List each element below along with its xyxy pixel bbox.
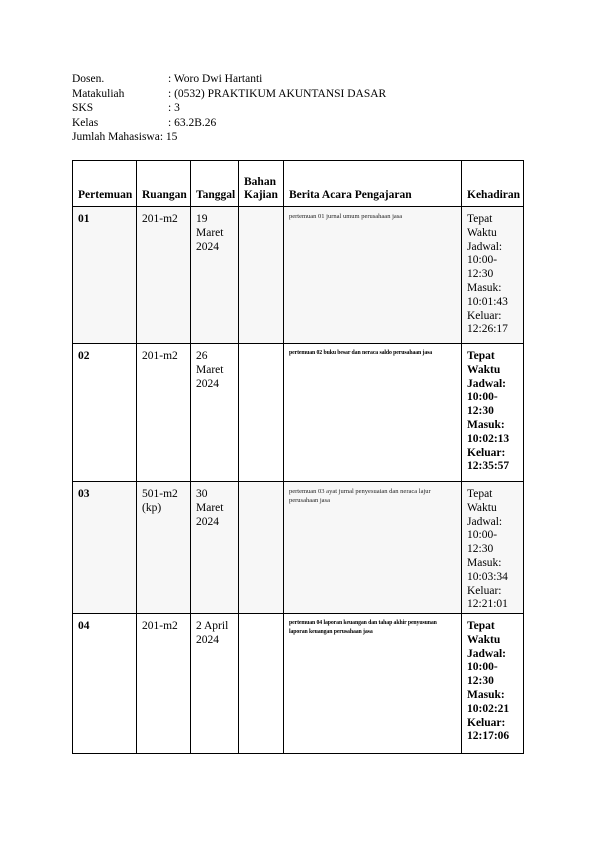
attendance-table xyxy=(72,160,524,754)
tanggal-line: 19 xyxy=(196,213,208,225)
kehadiran-line: Waktu xyxy=(467,501,497,514)
bahan-kajian-cell xyxy=(239,482,284,614)
col-bahan-line1: Bahan xyxy=(244,176,276,188)
kehadiran-line: Tepat xyxy=(467,488,493,500)
kehadiran-line: 10:00- xyxy=(467,661,498,674)
kehadiran-line: 10:00- xyxy=(467,529,498,542)
kelas-value: : 63.2B.26 xyxy=(168,116,217,129)
bahan-kajian-cell xyxy=(239,207,284,344)
kehadiran-line: 12:30 xyxy=(467,268,494,281)
kehadiran-line: 10:01:43 xyxy=(467,295,508,308)
ruangan-cell: 201-m2 xyxy=(137,614,191,754)
table-row xyxy=(73,482,524,614)
kehadiran-line: Jadwal: xyxy=(467,647,506,660)
kehadiran-line: Tepat xyxy=(467,350,495,362)
table-row xyxy=(73,344,524,482)
tanggal-line: 2024 xyxy=(196,240,219,253)
table-row xyxy=(73,207,524,344)
kehadiran-line: Jadwal: xyxy=(467,240,503,253)
col-bahan-line2: Kajian xyxy=(244,188,278,201)
berita-acara-cell: pertemuan 02 buku besar dan neraca saldo perusahaan jasa xyxy=(284,344,462,482)
sks-label: SKS xyxy=(72,102,94,115)
kehadiran-line: Keluar: xyxy=(467,584,502,597)
kehadiran-line: Jadwal: xyxy=(467,377,506,390)
jumlah-mahasiswa-row xyxy=(72,130,386,145)
tanggal-line: 2024 xyxy=(196,633,219,646)
kehadiran-line: Keluar: xyxy=(467,309,502,322)
tanggal-line: 30 xyxy=(196,488,208,500)
tanggal-line: Maret xyxy=(196,363,224,376)
kehadiran-line: Masuk: xyxy=(467,418,505,431)
dosen-value: : Woro Dwi Hartanti xyxy=(168,73,263,85)
kehadiran-cell xyxy=(462,614,524,754)
col-tanggal: Tanggal xyxy=(191,161,239,207)
berita-acara-cell: pertemuan 01 jurnal umum perusahaan jasa xyxy=(284,207,462,344)
tanggal-cell xyxy=(191,614,239,754)
col-berita-acara: Berita Acara Pengajaran xyxy=(284,161,462,207)
kelas-label: Kelas xyxy=(72,116,99,129)
pertemuan-cell: 01 xyxy=(73,207,137,344)
matakuliah-label: Matakuliah xyxy=(72,87,125,100)
sks-value: : 3 xyxy=(168,102,180,115)
sks-row xyxy=(72,101,386,116)
course-info xyxy=(72,72,386,145)
pertemuan-cell: 02 xyxy=(73,344,137,482)
kehadiran-line: Waktu xyxy=(467,363,501,376)
bahan-kajian-cell xyxy=(239,344,284,482)
kehadiran-line: 12:35:57 xyxy=(467,460,510,473)
kehadiran-line: Masuk: xyxy=(467,281,502,294)
kehadiran-line: 10:03:34 xyxy=(467,570,508,583)
kehadiran-line: Masuk: xyxy=(467,688,505,701)
tanggal-line: 2024 xyxy=(196,377,219,390)
berita-acara-cell: pertemuan 03 ayat jurnal penyesuaian dan neraca lajur perusahaan jasa xyxy=(284,482,462,614)
ruangan-cell: 201-m2 xyxy=(137,207,191,344)
kehadiran-line: Jadwal: xyxy=(467,515,503,528)
pertemuan-cell: 04 xyxy=(73,614,137,754)
kehadiran-line: 12:30 xyxy=(467,405,494,418)
col-ruangan: Ruangan xyxy=(137,161,191,207)
kehadiran-line: 12:17:06 xyxy=(467,730,510,743)
col-kehadiran: Kehadiran xyxy=(462,161,524,207)
kehadiran-line: 10:02:21 xyxy=(467,702,510,715)
dosen-label: Dosen. xyxy=(72,73,105,85)
kehadiran-line: Masuk: xyxy=(467,556,502,569)
kehadiran-line: Keluar: xyxy=(467,446,506,459)
tanggal-cell xyxy=(191,207,239,344)
matakuliah-row xyxy=(72,87,386,102)
tanggal-line: 26 xyxy=(196,350,208,362)
jumlah-mahasiswa-label: Jumlah Mahasiswa xyxy=(72,131,160,144)
kehadiran-line: Tepat xyxy=(467,620,495,632)
kehadiran-line: 12:30 xyxy=(467,543,494,556)
col-bahan-kajian xyxy=(239,161,284,207)
tanggal-line: Maret xyxy=(196,501,224,514)
tanggal-line: 2 April xyxy=(196,620,229,632)
tanggal-line: 2024 xyxy=(196,515,219,528)
ruangan-cell: 201-m2 xyxy=(137,344,191,482)
tanggal-cell xyxy=(191,344,239,482)
tanggal-line: Maret xyxy=(196,226,224,239)
matakuliah-value: : (0532) PRAKTIKUM AKUNTANSI DASAR xyxy=(168,87,387,100)
ruangan-cell: 501-m2 (kp) xyxy=(137,482,191,614)
kehadiran-line: 10:00- xyxy=(467,391,498,404)
kehadiran-line: 10:02:13 xyxy=(467,432,510,445)
pertemuan-cell: 03 xyxy=(73,482,137,614)
kehadiran-line: 10:00- xyxy=(467,254,498,267)
col-pertemuan: Pertemuan xyxy=(73,161,137,207)
kehadiran-line: 12:30 xyxy=(467,675,494,688)
kehadiran-cell xyxy=(462,482,524,614)
kehadiran-line: 12:26:17 xyxy=(467,323,508,336)
kehadiran-cell xyxy=(462,207,524,344)
table-row xyxy=(73,614,524,754)
berita-acara-cell: pertemuan 04 laporan keuangan dan tahap akhir penyusunan laporan keuangan perusahaan jasa xyxy=(284,614,462,754)
bahan-kajian-cell xyxy=(239,614,284,754)
kehadiran-line: Waktu xyxy=(467,226,497,239)
kehadiran-cell xyxy=(462,344,524,482)
table-header-row xyxy=(73,161,524,207)
kehadiran-line: Waktu xyxy=(467,633,501,646)
jumlah-mahasiswa-value: : 15 xyxy=(159,131,178,144)
kehadiran-line: 12:21:01 xyxy=(467,598,508,611)
kehadiran-line: Keluar: xyxy=(467,716,506,729)
kehadiran-line: Tepat xyxy=(467,213,493,225)
kelas-row xyxy=(72,116,386,131)
tanggal-cell xyxy=(191,482,239,614)
dosen-row xyxy=(72,72,386,87)
